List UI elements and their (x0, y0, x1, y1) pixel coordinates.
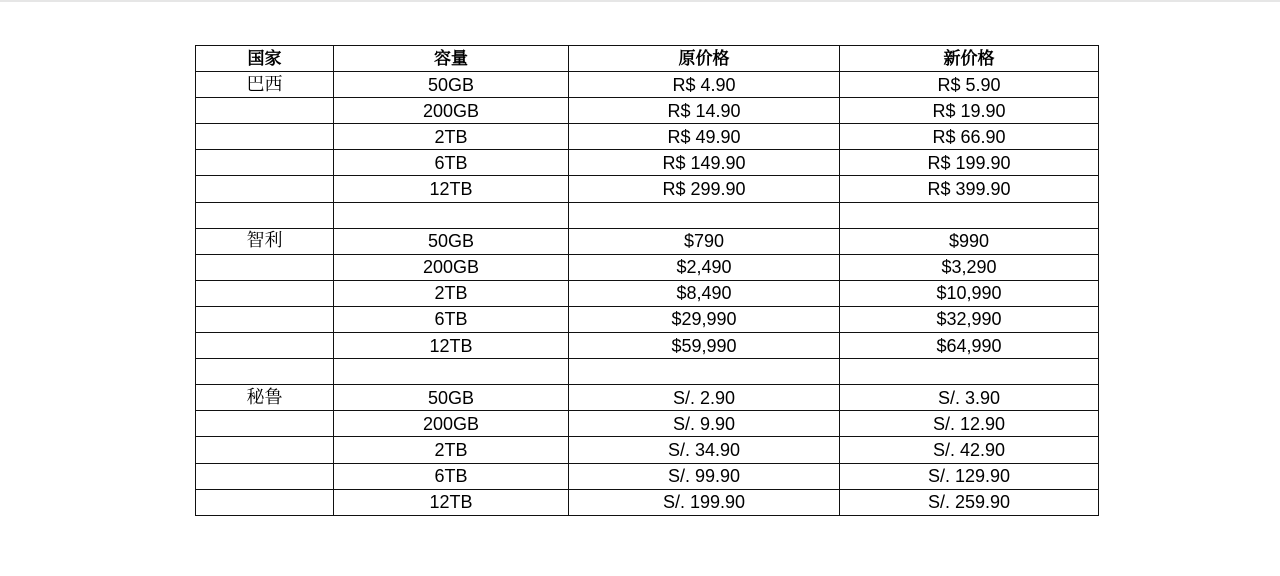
table-row (196, 280, 1099, 306)
country-cell (196, 98, 334, 124)
new-price-cell: $3,290 (840, 254, 1099, 280)
old-price-cell: R$ 4.90 (569, 72, 840, 98)
capacity-cell: 200GB (334, 411, 569, 437)
header-old-price: 原价格 (569, 46, 840, 72)
new-price-cell: $32,990 (840, 306, 1099, 332)
new-price-cell: S/. 12.90 (840, 411, 1099, 437)
new-price-cell: S/. 3.90 (840, 385, 1099, 411)
capacity-cell: 12TB (334, 333, 569, 359)
new-price-cell: $10,990 (840, 280, 1099, 306)
table-row (196, 124, 1099, 150)
old-price-cell: $790 (569, 228, 840, 254)
old-price-cell: R$ 149.90 (569, 150, 840, 176)
capacity-cell: 6TB (334, 150, 569, 176)
page-top-border (0, 0, 1280, 2)
country-cell (196, 437, 334, 463)
empty-cell (840, 202, 1099, 228)
old-price-cell: S/. 9.90 (569, 411, 840, 437)
country-cell (196, 411, 334, 437)
empty-cell (840, 359, 1099, 385)
empty-cell (569, 202, 840, 228)
country-cell (196, 489, 334, 515)
new-price-cell: $990 (840, 228, 1099, 254)
empty-cell (196, 359, 334, 385)
country-cell: 智利 (196, 228, 334, 254)
new-price-cell: R$ 399.90 (840, 176, 1099, 202)
old-price-cell: R$ 299.90 (569, 176, 840, 202)
capacity-cell: 12TB (334, 176, 569, 202)
capacity-cell: 6TB (334, 306, 569, 332)
capacity-cell: 2TB (334, 437, 569, 463)
new-price-cell: S/. 42.90 (840, 437, 1099, 463)
table-row (196, 333, 1099, 359)
country-cell (196, 254, 334, 280)
old-price-cell: S/. 34.90 (569, 437, 840, 463)
old-price-cell: S/. 2.90 (569, 385, 840, 411)
table-row (196, 437, 1099, 463)
empty-cell (334, 202, 569, 228)
table-row (196, 176, 1099, 202)
spacer-row (196, 202, 1099, 228)
country-cell (196, 176, 334, 202)
country-cell: 巴西 (196, 72, 334, 98)
capacity-cell: 200GB (334, 254, 569, 280)
table-row (196, 254, 1099, 280)
header-new-price: 新价格 (840, 46, 1099, 72)
table-header (196, 46, 1099, 72)
table-row (196, 150, 1099, 176)
capacity-cell: 2TB (334, 124, 569, 150)
new-price-cell: R$ 5.90 (840, 72, 1099, 98)
old-price-cell: $8,490 (569, 280, 840, 306)
table-row (196, 489, 1099, 515)
old-price-cell: S/. 99.90 (569, 463, 840, 489)
country-cell (196, 463, 334, 489)
new-price-cell: R$ 19.90 (840, 98, 1099, 124)
table-row (196, 385, 1099, 411)
header-capacity: 容量 (334, 46, 569, 72)
empty-cell (334, 359, 569, 385)
spacer-row (196, 359, 1099, 385)
country-cell: 秘鲁 (196, 385, 334, 411)
new-price-cell: R$ 66.90 (840, 124, 1099, 150)
capacity-cell: 6TB (334, 463, 569, 489)
country-cell (196, 306, 334, 332)
new-price-cell: R$ 199.90 (840, 150, 1099, 176)
capacity-cell: 12TB (334, 489, 569, 515)
empty-cell (196, 202, 334, 228)
old-price-cell: $29,990 (569, 306, 840, 332)
capacity-cell: 2TB (334, 280, 569, 306)
price-table (195, 45, 1099, 516)
new-price-cell: $64,990 (840, 333, 1099, 359)
country-cell (196, 333, 334, 359)
header-row (196, 46, 1099, 72)
capacity-cell: 200GB (334, 98, 569, 124)
table-row (196, 306, 1099, 332)
table-row (196, 72, 1099, 98)
old-price-cell: R$ 14.90 (569, 98, 840, 124)
old-price-cell: S/. 199.90 (569, 489, 840, 515)
table-row (196, 411, 1099, 437)
table-row (196, 98, 1099, 124)
table-body (196, 72, 1099, 516)
capacity-cell: 50GB (334, 385, 569, 411)
new-price-cell: S/. 129.90 (840, 463, 1099, 489)
country-cell (196, 280, 334, 306)
new-price-cell: S/. 259.90 (840, 489, 1099, 515)
capacity-cell: 50GB (334, 72, 569, 98)
table-row (196, 463, 1099, 489)
header-country: 国家 (196, 46, 334, 72)
country-cell (196, 124, 334, 150)
old-price-cell: R$ 49.90 (569, 124, 840, 150)
empty-cell (569, 359, 840, 385)
table-row (196, 228, 1099, 254)
old-price-cell: $2,490 (569, 254, 840, 280)
old-price-cell: $59,990 (569, 333, 840, 359)
country-cell (196, 150, 334, 176)
capacity-cell: 50GB (334, 228, 569, 254)
